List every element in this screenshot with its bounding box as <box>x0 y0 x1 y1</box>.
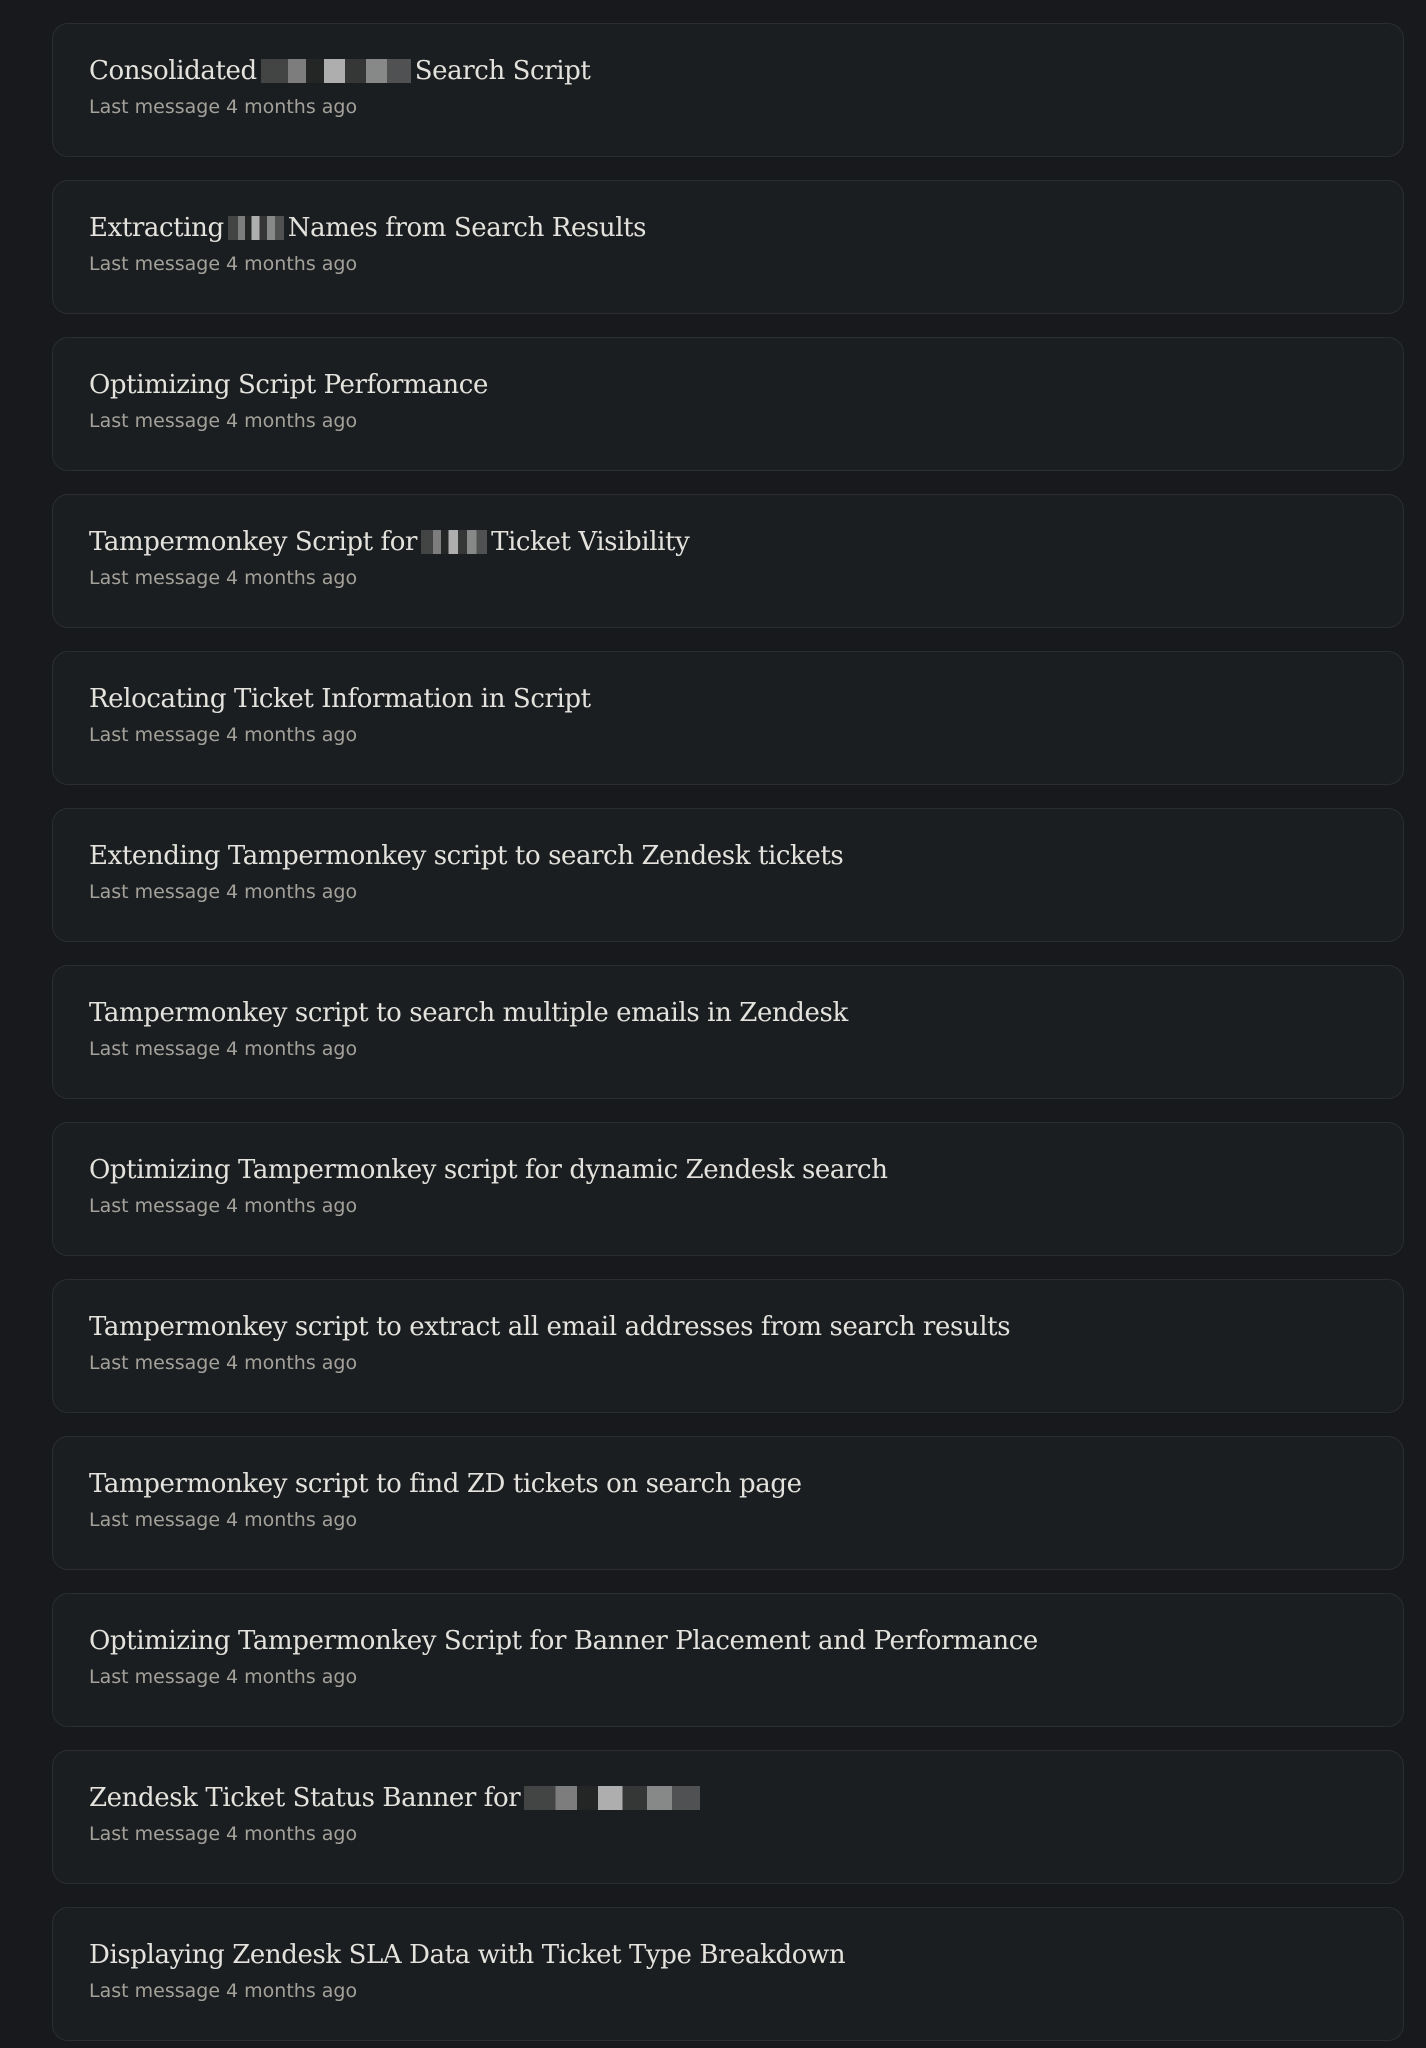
last-message-time: Last message 4 months ago <box>89 724 358 746</box>
title-text: Optimizing Script Performance <box>89 370 488 400</box>
title-text: Extracting <box>89 213 224 243</box>
last-message-time: Last message 4 months ago <box>89 1195 358 1217</box>
last-message-time: Last message 4 months ago <box>89 410 358 432</box>
title-text: Tampermonkey script to search multiple emails in Zendesk <box>89 998 848 1028</box>
redacted-text <box>261 59 411 83</box>
redacted-text <box>421 530 487 554</box>
conversation-card[interactable] <box>52 1750 1404 1884</box>
conversation-card[interactable] <box>52 808 1404 942</box>
conversation-card[interactable] <box>52 1593 1404 1727</box>
conversation-title <box>89 1938 1367 1972</box>
last-message-time: Last message 4 months ago <box>89 96 358 118</box>
last-message-time: Last message 4 months ago <box>89 567 358 589</box>
conversation-title <box>89 1153 1367 1187</box>
conversation-title <box>89 839 1367 873</box>
conversation-title <box>89 682 1367 716</box>
last-message-time: Last message 4 months ago <box>89 1666 358 1688</box>
last-message-time: Last message 4 months ago <box>89 1352 358 1374</box>
last-message-time: Last message 4 months ago <box>89 1038 358 1060</box>
last-message-time: Last message 4 months ago <box>89 1509 358 1531</box>
title-text: Tampermonkey script to find ZD tickets on search page <box>89 1469 802 1499</box>
redacted-text <box>524 1786 700 1810</box>
conversation-title <box>89 996 1367 1030</box>
conversation-list <box>52 23 1404 2048</box>
redacted-text <box>228 216 284 240</box>
conversation-title <box>89 1467 1367 1501</box>
title-text: Optimizing Tampermonkey Script for Banner Placement and Performance <box>89 1626 1038 1656</box>
last-message-time: Last message 4 months ago <box>89 253 358 275</box>
title-text: Extending Tampermonkey script to search Zendesk tickets <box>89 841 844 871</box>
conversation-card[interactable] <box>52 494 1404 628</box>
title-text: Displaying Zendesk SLA Data with Ticket Type Breakdown <box>89 1940 846 1970</box>
conversation-card[interactable] <box>52 337 1404 471</box>
conversation-card[interactable] <box>52 651 1404 785</box>
title-text: Tampermonkey Script for <box>89 527 418 557</box>
conversation-title <box>89 368 1367 402</box>
conversation-title <box>89 1310 1367 1344</box>
conversation-title <box>89 54 1367 88</box>
conversation-card[interactable] <box>52 1279 1404 1413</box>
conversation-title <box>89 211 1367 245</box>
last-message-time: Last message 4 months ago <box>89 881 358 903</box>
title-text: Names from Search Results <box>287 213 647 243</box>
conversation-title <box>89 525 1367 559</box>
conversation-card[interactable] <box>52 1436 1404 1570</box>
title-text: Zendesk Ticket Status Banner for <box>89 1783 521 1813</box>
title-text: Ticket Visibility <box>491 527 690 557</box>
title-text: Consolidated <box>89 56 257 86</box>
conversation-title <box>89 1624 1367 1658</box>
conversation-title <box>89 1781 1367 1815</box>
conversation-card[interactable] <box>52 1907 1404 2041</box>
conversation-card[interactable] <box>52 180 1404 314</box>
conversation-card[interactable] <box>52 23 1404 157</box>
conversation-card[interactable] <box>52 1122 1404 1256</box>
title-text: Search Script <box>414 56 591 86</box>
conversation-card[interactable] <box>52 965 1404 1099</box>
title-text: Relocating Ticket Information in Script <box>89 684 591 714</box>
last-message-time: Last message 4 months ago <box>89 1980 358 2002</box>
title-text: Tampermonkey script to extract all email addresses from search results <box>89 1312 1011 1342</box>
last-message-time: Last message 4 months ago <box>89 1823 358 1845</box>
title-text: Optimizing Tampermonkey script for dynamic Zendesk search <box>89 1155 888 1185</box>
